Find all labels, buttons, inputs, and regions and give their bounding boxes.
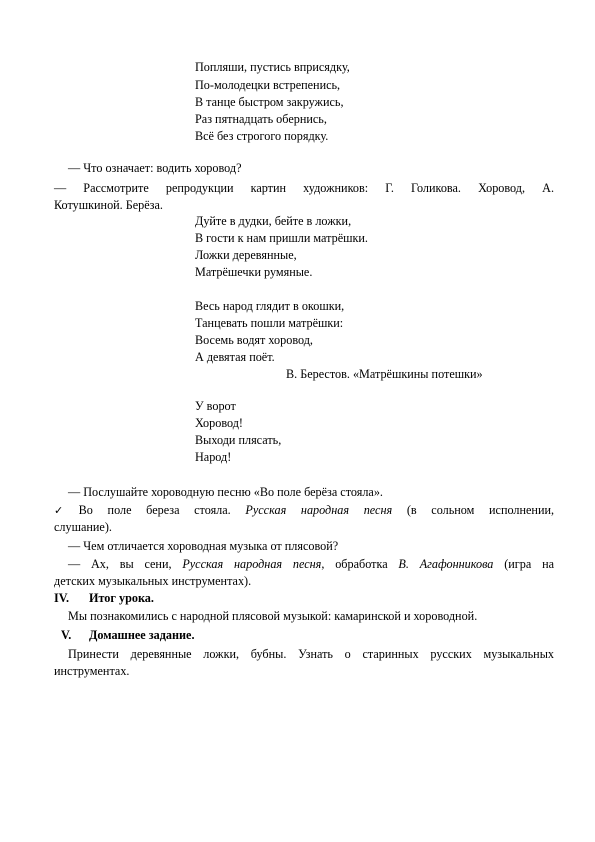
poem-line: Народ! [195, 450, 232, 464]
section-title: Итог урока. [89, 591, 154, 605]
poem-line: Весь народ глядит в окошки, [195, 299, 345, 313]
section-title: Домашнее задание. [89, 628, 195, 642]
song-line: слушание). [54, 520, 112, 534]
poem-line: Всё без строгого порядку. [195, 129, 329, 143]
homework-line: инструментах. [54, 664, 130, 678]
poem-line: Восемь водят хоровод, [195, 333, 313, 347]
song-note: (игра на [504, 557, 554, 571]
question-line: — Чем отличается хороводная музыка от плясовой? [68, 539, 339, 553]
question-line: — Что означает: водить хоровод? [68, 161, 242, 175]
poem-line: По-молодецки встрепенись, [195, 78, 341, 92]
song-line: детских музыкальных инструментах). [54, 574, 252, 588]
attribution: В. Берестов. «Матрёшкины потешки» [286, 367, 483, 381]
check-icon: ✓ [54, 505, 64, 517]
song-line [54, 502, 554, 520]
poem-line: Ложки деревянные, [195, 248, 297, 262]
poem-line: В танце быстром закружись, [195, 95, 344, 109]
section-number: IV. [54, 591, 70, 605]
question-line: Котушкиной. Берёза. [54, 198, 163, 212]
section-number: V. [61, 628, 72, 642]
poem-line: Танцевать пошли матрёшки: [195, 316, 344, 330]
song-arranger: В. Агафонникова [398, 557, 494, 571]
section-text: Мы познакомились с народной плясовой музыкой: камаринской и хороводной. [68, 609, 478, 623]
poem-line: Выходи плясать, [195, 433, 282, 447]
song-title: — Ах, вы сени, [68, 557, 172, 571]
question-line: — Рассмотрите репродукции картин художников: Г. Голикова. Хоровод, А. [54, 181, 554, 195]
poem-line: Дуйте в дудки, бейте в ложки, [195, 214, 352, 228]
poem-line: Попляши, пустись вприсядку, [195, 60, 350, 74]
poem-line: Матрёшечки румяные. [195, 265, 313, 279]
poem-line: Хоровод! [195, 416, 243, 430]
song-genre: Русская народная песня [182, 557, 322, 571]
song-note: (в сольном исполнении, [406, 503, 555, 517]
poem-line: В гости к нам пришли матрёшки. [195, 231, 368, 245]
poem-line: Раз пятнадцать обернись, [195, 112, 327, 126]
instruction-line: — Послушайте хороводную песню «Во поле берёза стояла». [68, 485, 383, 499]
poem-line: У ворот [195, 399, 236, 413]
song-genre: Русская народная песня [245, 503, 393, 517]
song-line [68, 556, 554, 573]
homework-line: Принести деревянные ложки, бубны. Узнать о старинных русских музыкальных [68, 647, 554, 661]
poem-line: А девятая поёт. [195, 350, 275, 364]
song-title: Во поле береза стояла. [78, 503, 231, 517]
song-arrangement-label: , обработка [321, 557, 388, 571]
